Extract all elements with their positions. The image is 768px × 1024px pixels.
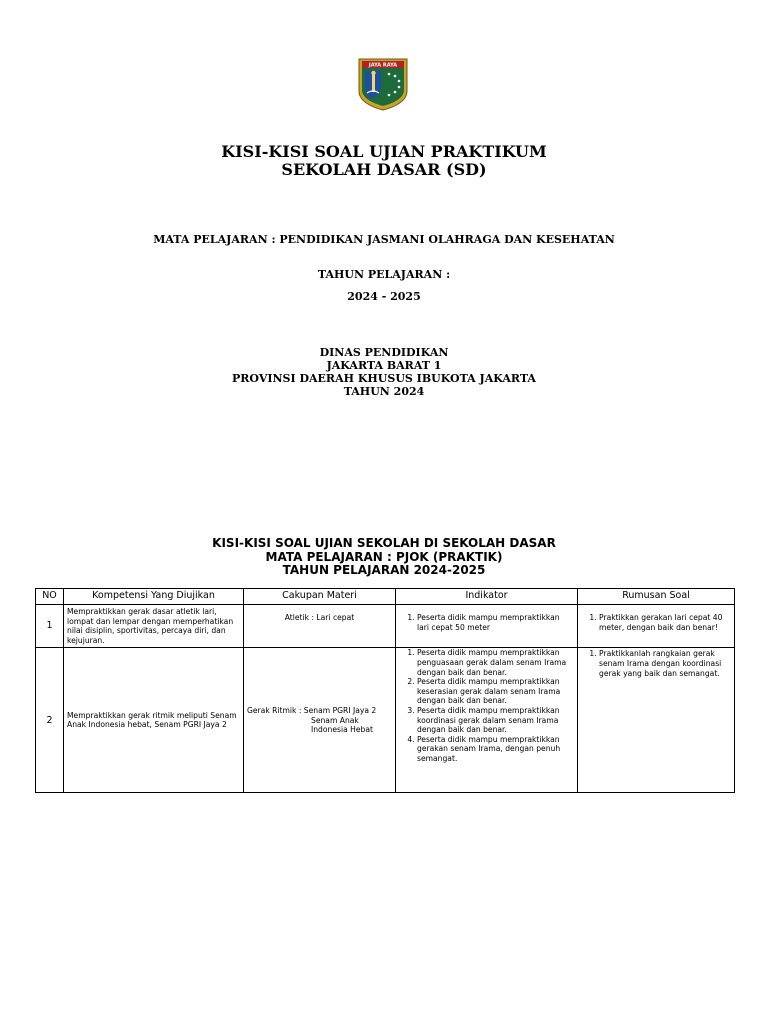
office-line3: PROVINSI DAERAH KHUSUS IBUKOTA JAKARTA [232, 372, 536, 385]
table-header-row [36, 589, 735, 605]
header-no: NO [36, 589, 64, 605]
indikator-cell [396, 605, 578, 648]
indikator-item: 1. Peserta didik mampu mempraktikkan lari cepat 50 meter [417, 613, 574, 632]
jakarta-crest-icon [357, 57, 409, 111]
table-row [36, 605, 735, 648]
cover-title-line2: SEKOLAH DASAR (SD) [281, 160, 487, 179]
indikator-item: 4. Peserta didik mampu mempraktikkan gerakan senam Irama, dengan penuh semangat. [417, 735, 574, 764]
header-kompetensi: Kompetensi Yang Diujikan [64, 589, 244, 605]
indikator-item: 1. Peserta didik mampu mempraktikkan penguasaan gerak dalam senam Irama dengan baik dan benar. [417, 648, 574, 677]
table-heading-line3: TAHUN PELAJARAN 2024-2025 [282, 563, 486, 577]
rumusan-item: 1. Praktikkanlah rangkaian gerak senam Irama dengan koordinasi gerak yang baik dan semangat. [599, 649, 731, 678]
cakupan-text-2: Senam Anak Indonesia Hebat [311, 715, 373, 735]
row-number: 2 [36, 648, 64, 793]
kisi-kisi-table [35, 588, 735, 793]
header-cakupan: Cakupan Materi [244, 589, 396, 605]
year-value: 2024 - 2025 [347, 290, 421, 303]
subject-line: MATA PELAJARAN : PENDIDIKAN JASMANI OLAHRAGA DAN KESEHATAN [153, 233, 615, 246]
office-line1: DINAS PENDIDIKAN [319, 346, 449, 359]
table-heading-line1: KISI-KISI SOAL UJIAN SEKOLAH DI SEKOLAH DASAR [212, 536, 556, 550]
rumusan-item: 1. Praktikkan gerakan lari cepat 40 meter, dengan baik dan benar! [599, 613, 731, 632]
logo-banner: JAYA RAYA [368, 62, 398, 69]
cakupan-cell [244, 605, 396, 648]
office-line4: TAHUN 2024 [343, 385, 425, 398]
table-heading-line2: MATA PELAJARAN : PJOK (PRAKTIK) [265, 549, 503, 564]
office-line2: JAKARTA BARAT 1 [326, 359, 442, 372]
row-number: 1 [36, 605, 64, 648]
cakupan-text: Atletik : Lari cepat [284, 613, 355, 622]
indikator-cell [396, 648, 578, 793]
cakupan-text: Gerak Ritmik : Senam PGRI Jaya 2 [247, 705, 377, 715]
header-rumusan: Rumusan Soal [578, 589, 735, 605]
table-row [36, 648, 735, 793]
indikator-item: 3. Peserta didik mampu mempraktikkan koordinasi gerak dalam senam Irama dengan baik dan benar. [417, 706, 574, 735]
kompetensi-cell: Mempraktikkan gerak ritmik meliputi Senam Anak Indonesia hebat, Senam PGRI Jaya 2 [64, 648, 244, 793]
indikator-item: 2. Peserta didik mampu mempraktikkan keserasian gerak dalam senam Irama dengan baik dan benar. [417, 677, 574, 706]
header-indikator: Indikator [396, 589, 578, 605]
cakupan-cell [244, 648, 396, 793]
kompetensi-cell: Mempraktikkan gerak dasar atletik lari, lompat dan lempar dengan memperhatikan nilai disiplin, sportivitas, percaya diri, dan kejujuran. [64, 605, 244, 648]
rumusan-cell [578, 648, 735, 793]
year-label: TAHUN PELAJARAN : [317, 268, 451, 281]
table-heading [0, 537, 768, 578]
rumusan-cell [578, 605, 735, 648]
cover-title-line1: KISI-KISI SOAL UJIAN PRAKTIKUM [221, 142, 547, 161]
